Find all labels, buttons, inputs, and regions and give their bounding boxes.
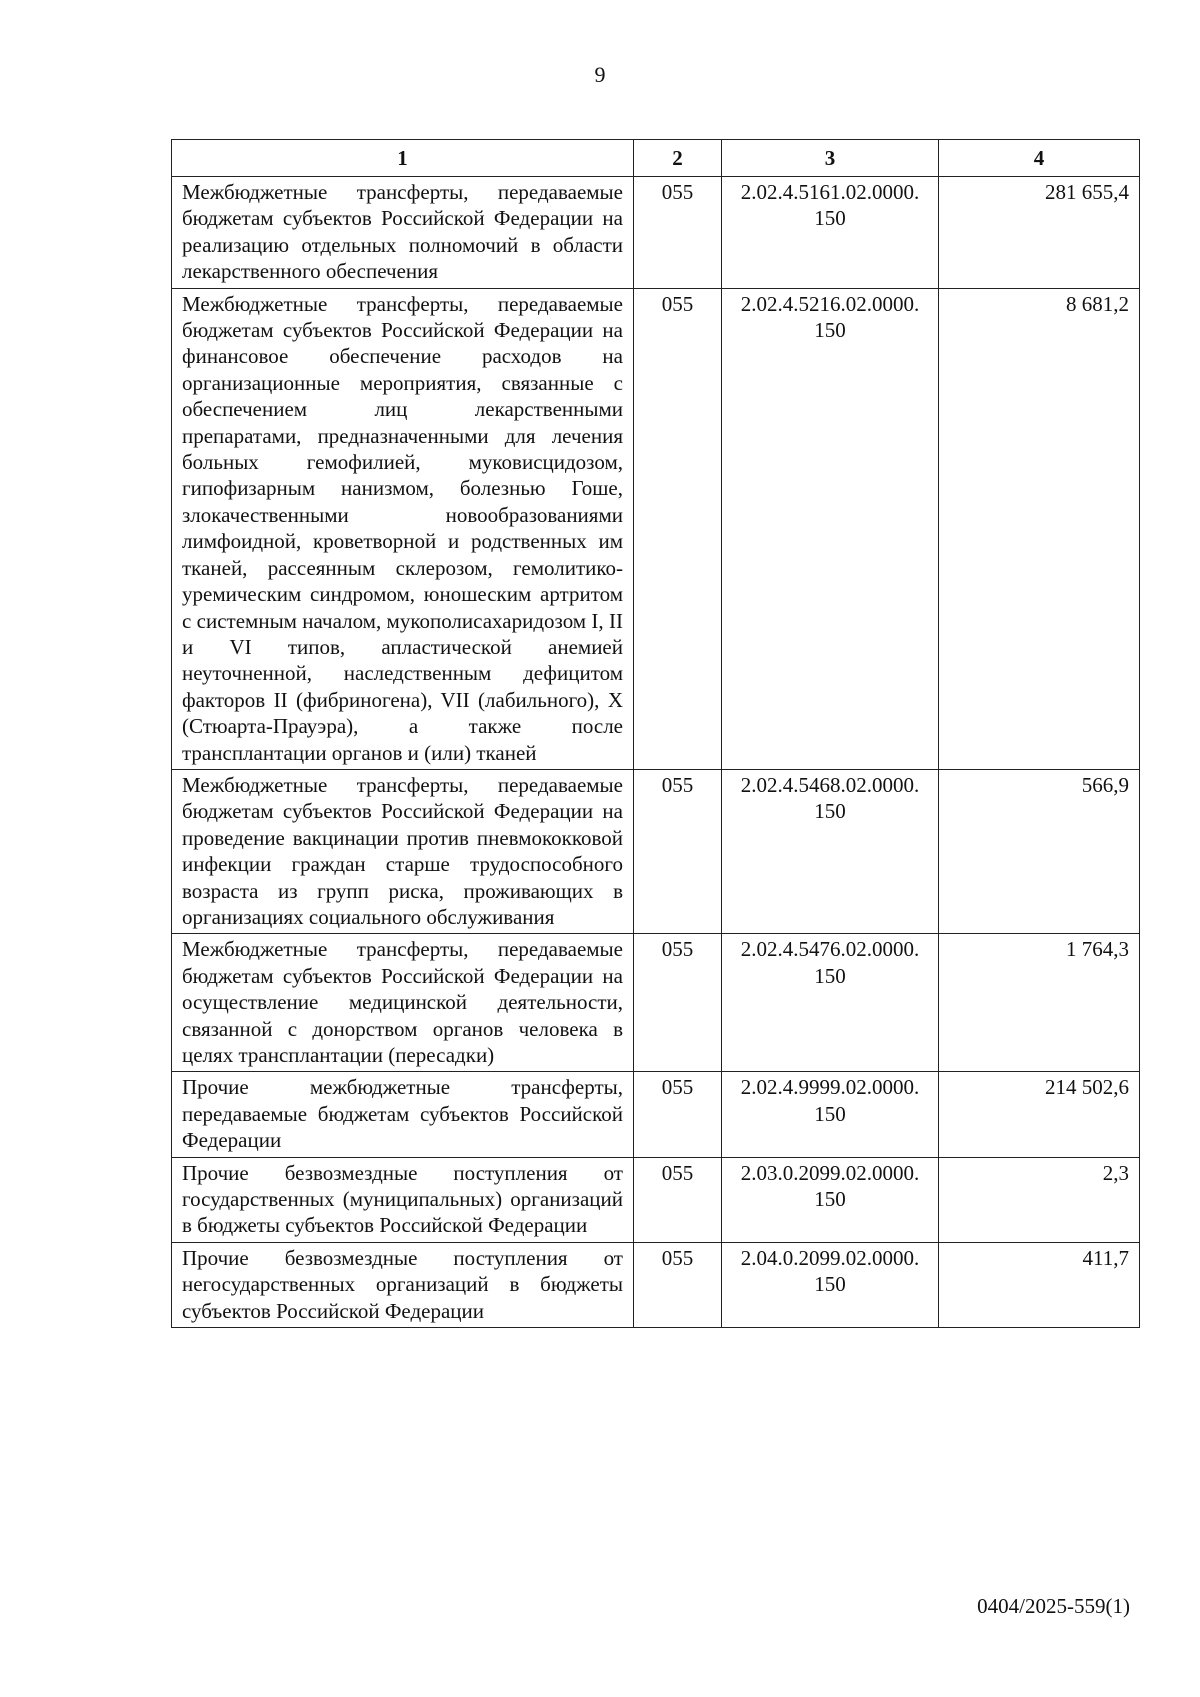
revenue-name-cell: Прочие межбюджетные трансферты, передаваемые бюджетам субъектов Российской Федерации	[172, 1072, 634, 1157]
code-line-1: 2.02.4.5468.02.0000.	[740, 772, 920, 797]
table-row	[172, 1242, 1140, 1327]
code-line-2: 150	[814, 1272, 846, 1297]
document-registration-number: 0404/2025-559(1)	[977, 1594, 1130, 1618]
revenue-name-cell: Межбюджетные трансферты, передаваемые бюджетам субъектов Российской Федерации на реализацию отдельных полномочий в области лекарственного обеспечения	[172, 177, 634, 289]
code-line-1: 2.02.4.9999.02.0000.	[740, 1075, 920, 1100]
amount-cell: 411,7	[939, 1242, 1140, 1327]
column-header-2: 2	[634, 140, 722, 177]
code-line-2: 150	[814, 963, 846, 988]
amount-cell: 8 681,2	[939, 288, 1140, 769]
amount-cell: 566,9	[939, 769, 1140, 933]
revenue-name-cell: Межбюджетные трансферты, передаваемые бюджетам субъектов Российской Федерации на финансовое обеспечение расходов на организационные мероприятия, связанные с обеспечением лиц лекарственными препаратами, предназначенными для лечения больных гемофилией, муковисцидозом, гипофизарным нанизмом, болезнью Гоше, злокачественными новообразованиями лимфоидной, кроветворной и родственных им тканей, рассеянным склерозом, гемолитико-уремическим синдромом, юношеским артритом с системным началом, мукополисахаридозом I, II и VI типов, апластической анемией неуточненной, наследственным дефицитом факторов II (фибриногена), VII (лабильного), X (Стюарта-Прауэра), а также после трансплантации органов и (или) тканей	[172, 288, 634, 769]
revenue-name-cell: Межбюджетные трансферты, передаваемые бюджетам субъектов Российской Федерации на проведение вакцинации против пневмококковой инфекции граждан старше трудоспособного возраста из групп риска, проживающих в организациях социального обслуживания	[172, 769, 634, 933]
table-row	[172, 769, 1140, 933]
code-line-2: 150	[814, 799, 846, 824]
administrator-code-cell: 055	[634, 934, 722, 1072]
administrator-code-cell: 055	[634, 769, 722, 933]
administrator-code-cell: 055	[634, 177, 722, 289]
code-line-1: 2.02.4.5476.02.0000.	[740, 937, 920, 962]
column-header-4: 4	[939, 140, 1140, 177]
column-header-3: 3	[722, 140, 939, 177]
code-line-1: 2.03.0.2099.02.0000.	[740, 1160, 920, 1185]
budget-classification-code-cell	[722, 288, 939, 769]
table-row	[172, 934, 1140, 1072]
budget-classification-code-cell	[722, 934, 939, 1072]
revenue-name-cell: Межбюджетные трансферты, передаваемые бюджетам субъектов Российской Федерации на осуществление медицинской деятельности, связанной с донорством органов человека в целях трансплантации (пересадки)	[172, 934, 634, 1072]
table-row	[172, 1072, 1140, 1157]
budget-classification-code-cell	[722, 1242, 939, 1327]
amount-cell: 214 502,6	[939, 1072, 1140, 1157]
page-number: 9	[594, 62, 606, 87]
administrator-code-cell: 055	[634, 288, 722, 769]
revenue-name-cell: Прочие безвозмездные поступления от негосударственных организаций в бюджеты субъектов Российской Федерации	[172, 1242, 634, 1327]
administrator-code-cell: 055	[634, 1072, 722, 1157]
amount-cell: 281 655,4	[939, 177, 1140, 289]
table-row	[172, 288, 1140, 769]
budget-classification-code-cell	[722, 769, 939, 933]
code-line-2: 150	[814, 318, 846, 343]
code-line-2: 150	[814, 206, 846, 231]
code-line-2: 150	[814, 1101, 846, 1126]
table-row	[172, 1157, 1140, 1242]
budget-classification-code-cell	[722, 1072, 939, 1157]
code-line-1: 2.02.4.5216.02.0000.	[740, 291, 920, 316]
table-row	[172, 177, 1140, 289]
table-header-row	[172, 140, 1140, 177]
column-header-1: 1	[172, 140, 634, 177]
budget-revenue-table	[171, 139, 1140, 1328]
code-line-1: 2.04.0.2099.02.0000.	[740, 1245, 920, 1270]
budget-classification-code-cell	[722, 177, 939, 289]
administrator-code-cell: 055	[634, 1157, 722, 1242]
code-line-2: 150	[814, 1187, 846, 1212]
amount-cell: 1 764,3	[939, 934, 1140, 1072]
budget-classification-code-cell	[722, 1157, 939, 1242]
revenue-name-cell: Прочие безвозмездные поступления от государственных (муниципальных) организаций в бюджеты субъектов Российской Федерации	[172, 1157, 634, 1242]
code-line-1: 2.02.4.5161.02.0000.	[740, 180, 920, 204]
amount-cell: 2,3	[939, 1157, 1140, 1242]
administrator-code-cell: 055	[634, 1242, 722, 1327]
